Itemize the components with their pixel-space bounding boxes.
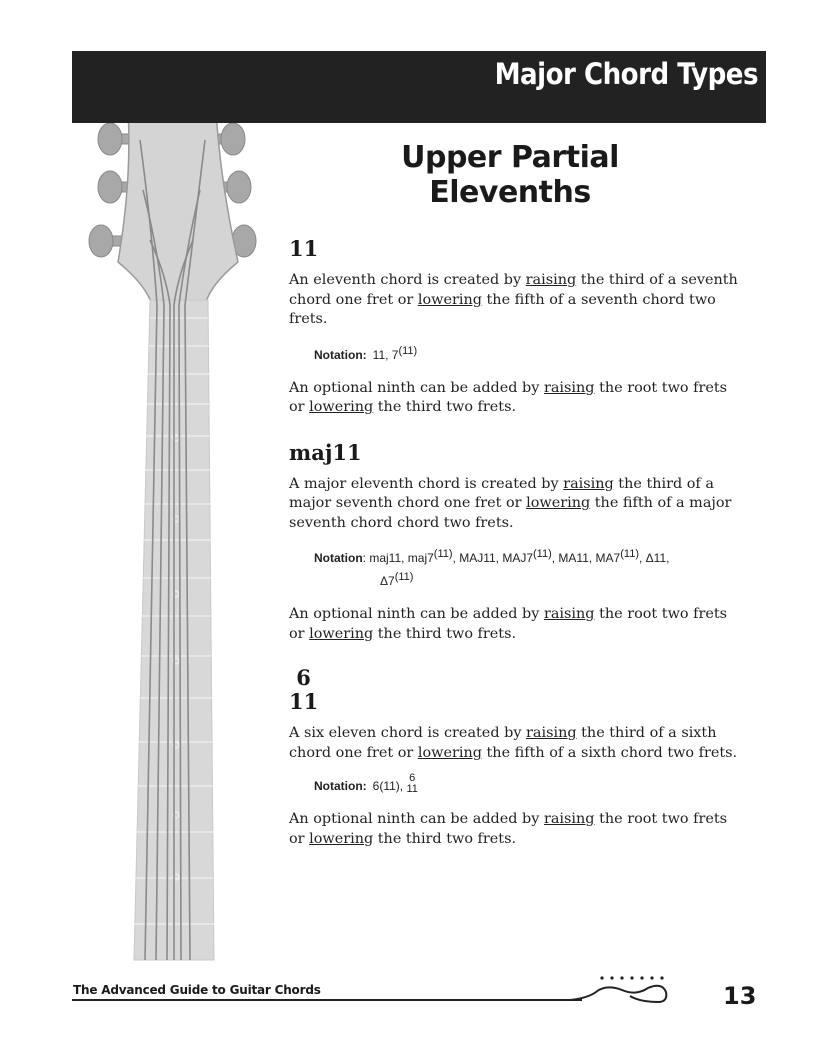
chord-block-11 xyxy=(289,236,739,418)
header-title: Major Chord Types xyxy=(494,57,758,91)
chord-description: A major eleventh chord is created by raising the third of a major seventh chord one fret or lowering the fifth of a major seventh chord chord two frets. xyxy=(289,475,732,531)
chord-notation: Notation: 6(11), 6 11 xyxy=(314,772,418,795)
chord-name xyxy=(289,666,739,714)
notation-value: 11, 7 xyxy=(372,347,399,362)
optional-ninth-note: An optional ninth can be added by raising the root two frets or lowering the third two frets. xyxy=(289,606,728,642)
emphasis-raising: raising xyxy=(525,272,577,288)
chord-notation xyxy=(314,342,739,365)
footer-rule xyxy=(72,999,582,1001)
chord-name: maj11 xyxy=(289,439,362,465)
header-bar xyxy=(72,51,766,123)
chord-description: An eleventh chord is created by raising the third of a seventh chord one fret or lowering the fifth of a seventh chord two frets. xyxy=(289,272,738,327)
optional-ninth-note: An optional ninth can be added by raising the root two frets or lowering the third two frets. xyxy=(289,811,728,847)
stacked-chord-symbol: 6 11 xyxy=(289,665,319,714)
optional-ninth-note: An optional ninth can be added by raising the root two frets or lowering the third two frets. xyxy=(289,379,728,415)
notation-stacked: 6 11 xyxy=(406,772,418,795)
notation-wrap-line: Δ7$^{(11)}$ xyxy=(380,571,414,588)
chord-block-6-11 xyxy=(289,666,739,849)
notation-label: Notation: xyxy=(314,347,367,362)
content-column xyxy=(289,236,739,871)
guitar-neck-illustration xyxy=(0,0,300,980)
chord-description: A six eleven chord is created by raising the third of a sixth chord one fret or lowering the fifth of a sixth chord two frets. xyxy=(289,725,738,761)
notation-superscript: (11) xyxy=(398,344,418,357)
emphasis-lowering: lowering xyxy=(417,291,482,308)
chord-name: 11 xyxy=(289,236,319,261)
chord-notation: Notation: maj11, maj7$^{(11)}$, MAJ11, MAJ7$^{(11)}$, MA11, MA7$^{(11)}$, Δ11, Δ7$^{(11)}$ xyxy=(314,545,739,591)
chord-block-maj11 xyxy=(289,440,739,645)
footer-book-title: The Advanced Guide to Guitar Chords xyxy=(73,983,321,997)
notation-label: Notation xyxy=(314,551,363,565)
notation-label: Notation: xyxy=(314,779,367,793)
guitar-outline-icon xyxy=(570,972,680,1012)
page-number: 13 xyxy=(723,982,757,1010)
section-title: Upper Partial Elevenths xyxy=(401,140,619,210)
